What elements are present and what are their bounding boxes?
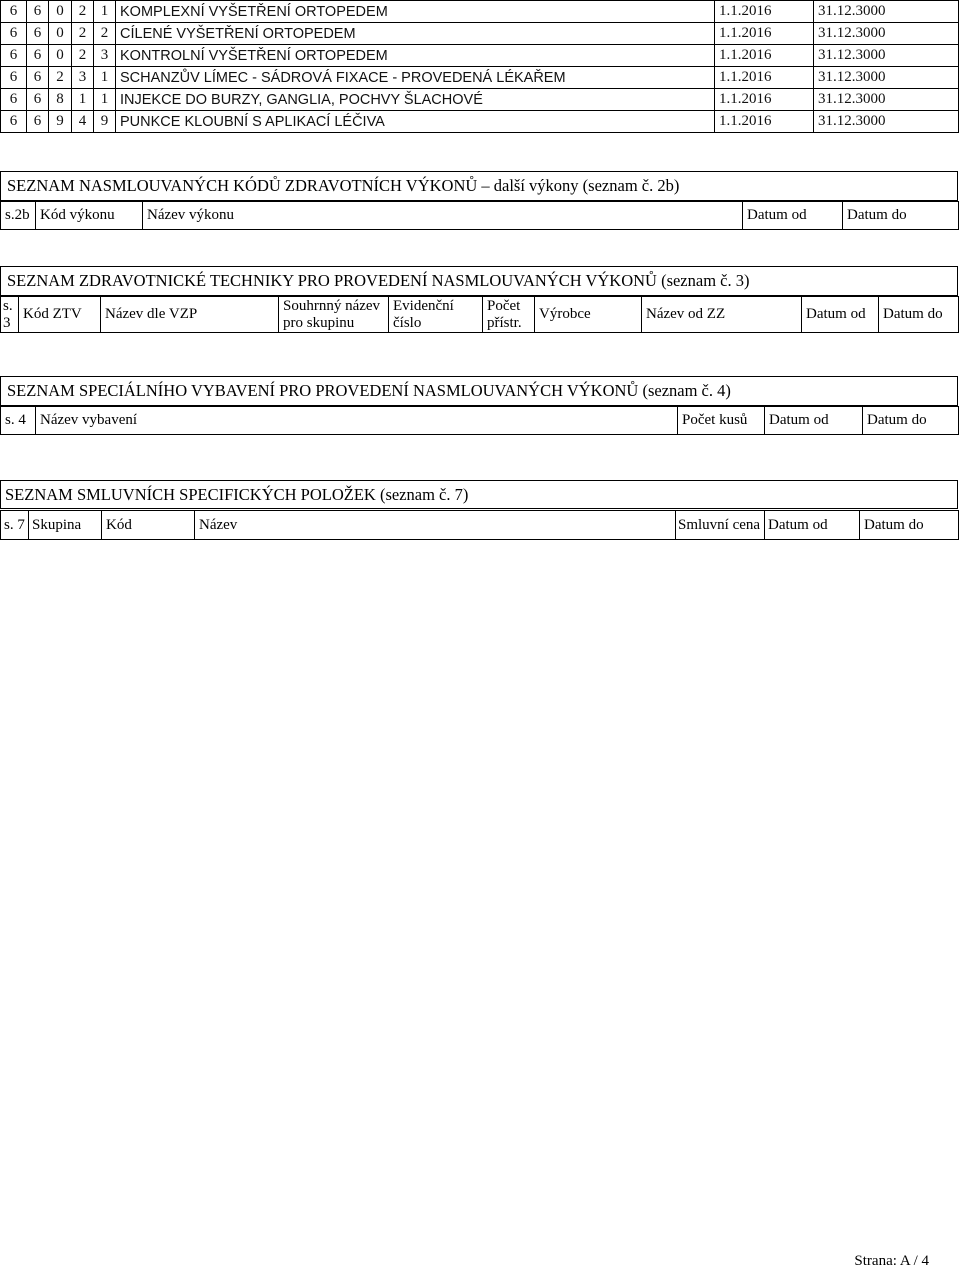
code-digit: 0 <box>49 45 72 67</box>
code-digit: 3 <box>72 67 94 89</box>
table-row <box>1 67 959 89</box>
column-header: s. 7 <box>1 511 29 540</box>
table-row <box>1 89 959 111</box>
codes-table <box>0 0 959 133</box>
list-2b-title-box <box>0 171 958 201</box>
column-header: Datum od <box>765 407 863 435</box>
code-digit: 6 <box>1 89 27 111</box>
code-digit: 4 <box>72 111 94 133</box>
code-digit: 6 <box>27 23 49 45</box>
column-header: Výrobce <box>535 297 642 333</box>
code-digit: 6 <box>1 67 27 89</box>
code-digit: 6 <box>27 89 49 111</box>
column-header: Kód ZTV <box>19 297 101 333</box>
date-from: 1.1.2016 <box>715 45 814 67</box>
page-number: Strana: A / 4 <box>854 1253 929 1269</box>
list-4-header <box>0 406 959 435</box>
column-header: s. 4 <box>1 407 36 435</box>
table-row <box>1 1 959 23</box>
code-digit: 6 <box>27 67 49 89</box>
code-digit: 6 <box>27 45 49 67</box>
code-digit: 6 <box>1 111 27 133</box>
column-header: Datum do <box>863 407 959 435</box>
list-3-title-box <box>0 266 958 296</box>
date-from: 1.1.2016 <box>715 1 814 23</box>
column-header: Název <box>195 511 676 540</box>
date-from: 1.1.2016 <box>715 89 814 111</box>
column-header: Datum od <box>802 297 879 333</box>
column-header: s. 3 <box>1 297 19 333</box>
date-to: 31.12.3000 <box>814 89 959 111</box>
codes-table-body <box>1 1 959 133</box>
code-digit: 0 <box>49 23 72 45</box>
column-header: Počet kusů <box>678 407 765 435</box>
table-row <box>1 23 959 45</box>
column-header: Souhrnný název pro skupinu <box>279 297 389 333</box>
list-3-title: SEZNAM ZDRAVOTNICKÉ TECHNIKY PRO PROVEDENÍ NASMLOUVANÝCH VÝKONŮ (seznam č. 3) <box>1 267 958 296</box>
date-to: 31.12.3000 <box>814 23 959 45</box>
column-header: Počet přístr. <box>483 297 535 333</box>
column-header: Název výkonu <box>143 202 743 230</box>
code-digit: 6 <box>27 1 49 23</box>
column-header: Datum do <box>879 297 959 333</box>
list-2b-header <box>0 201 959 230</box>
date-to: 31.12.3000 <box>814 67 959 89</box>
code-name: PUNKCE KLOUBNÍ S APLIKACÍ LÉČIVA <box>116 111 715 133</box>
code-digit: 2 <box>49 67 72 89</box>
code-digit: 1 <box>72 89 94 111</box>
column-header: Datum do <box>843 202 959 230</box>
column-header: Smluvní cena <box>676 511 765 540</box>
list-7-title-box <box>0 480 958 509</box>
list-2b-title: SEZNAM NASMLOUVANÝCH KÓDŮ ZDRAVOTNÍCH VÝKONŮ – další výkony (seznam č. 2b) <box>1 172 958 201</box>
code-digit: 1 <box>94 1 116 23</box>
code-digit: 0 <box>49 1 72 23</box>
column-header: Kód výkonu <box>36 202 143 230</box>
table-row <box>1 45 959 67</box>
code-digit: 8 <box>49 89 72 111</box>
column-header: Název dle VZP <box>101 297 279 333</box>
code-name: KOMPLEXNÍ VYŠETŘENÍ ORTOPEDEM <box>116 1 715 23</box>
code-name: KONTROLNÍ VYŠETŘENÍ ORTOPEDEM <box>116 45 715 67</box>
column-header: Kód <box>102 511 195 540</box>
code-digit: 6 <box>1 1 27 23</box>
table-row <box>1 111 959 133</box>
code-digit: 2 <box>94 23 116 45</box>
date-from: 1.1.2016 <box>715 111 814 133</box>
column-header: Datum do <box>860 511 959 540</box>
date-from: 1.1.2016 <box>715 67 814 89</box>
code-digit: 9 <box>49 111 72 133</box>
list-7-header <box>0 510 959 540</box>
code-name: SCHANZŮV LÍMEC - SÁDROVÁ FIXACE - PROVEDENÁ LÉKAŘEM <box>116 67 715 89</box>
date-from: 1.1.2016 <box>715 23 814 45</box>
column-header: s.2b <box>1 202 36 230</box>
date-to: 31.12.3000 <box>814 1 959 23</box>
code-digit: 3 <box>94 45 116 67</box>
code-digit: 6 <box>27 111 49 133</box>
list-4-title: SEZNAM SPECIÁLNÍHO VYBAVENÍ PRO PROVEDENÍ NASMLOUVANÝCH VÝKONŮ (seznam č. 4) <box>1 377 958 406</box>
list-7-title: SEZNAM SMLUVNÍCH SPECIFICKÝCH POLOŽEK (seznam č. 7) <box>1 481 958 509</box>
code-digit: 6 <box>1 23 27 45</box>
code-digit: 1 <box>94 67 116 89</box>
column-header: Název od ZZ <box>642 297 802 333</box>
code-digit: 2 <box>72 23 94 45</box>
code-digit: 2 <box>72 1 94 23</box>
code-digit: 6 <box>1 45 27 67</box>
code-name: CÍLENÉ VYŠETŘENÍ ORTOPEDEM <box>116 23 715 45</box>
code-digit: 1 <box>94 89 116 111</box>
code-digit: 9 <box>94 111 116 133</box>
column-header: Název vybavení <box>36 407 678 435</box>
code-name: INJEKCE DO BURZY, GANGLIA, POCHVY ŠLACHOVÉ <box>116 89 715 111</box>
date-to: 31.12.3000 <box>814 111 959 133</box>
column-header: Datum od <box>743 202 843 230</box>
column-header: Skupina <box>29 511 102 540</box>
code-digit: 2 <box>72 45 94 67</box>
column-header: Datum od <box>765 511 860 540</box>
date-to: 31.12.3000 <box>814 45 959 67</box>
column-header: Evidenční číslo <box>389 297 483 333</box>
list-3-header <box>0 296 959 333</box>
list-4-title-box <box>0 376 958 406</box>
